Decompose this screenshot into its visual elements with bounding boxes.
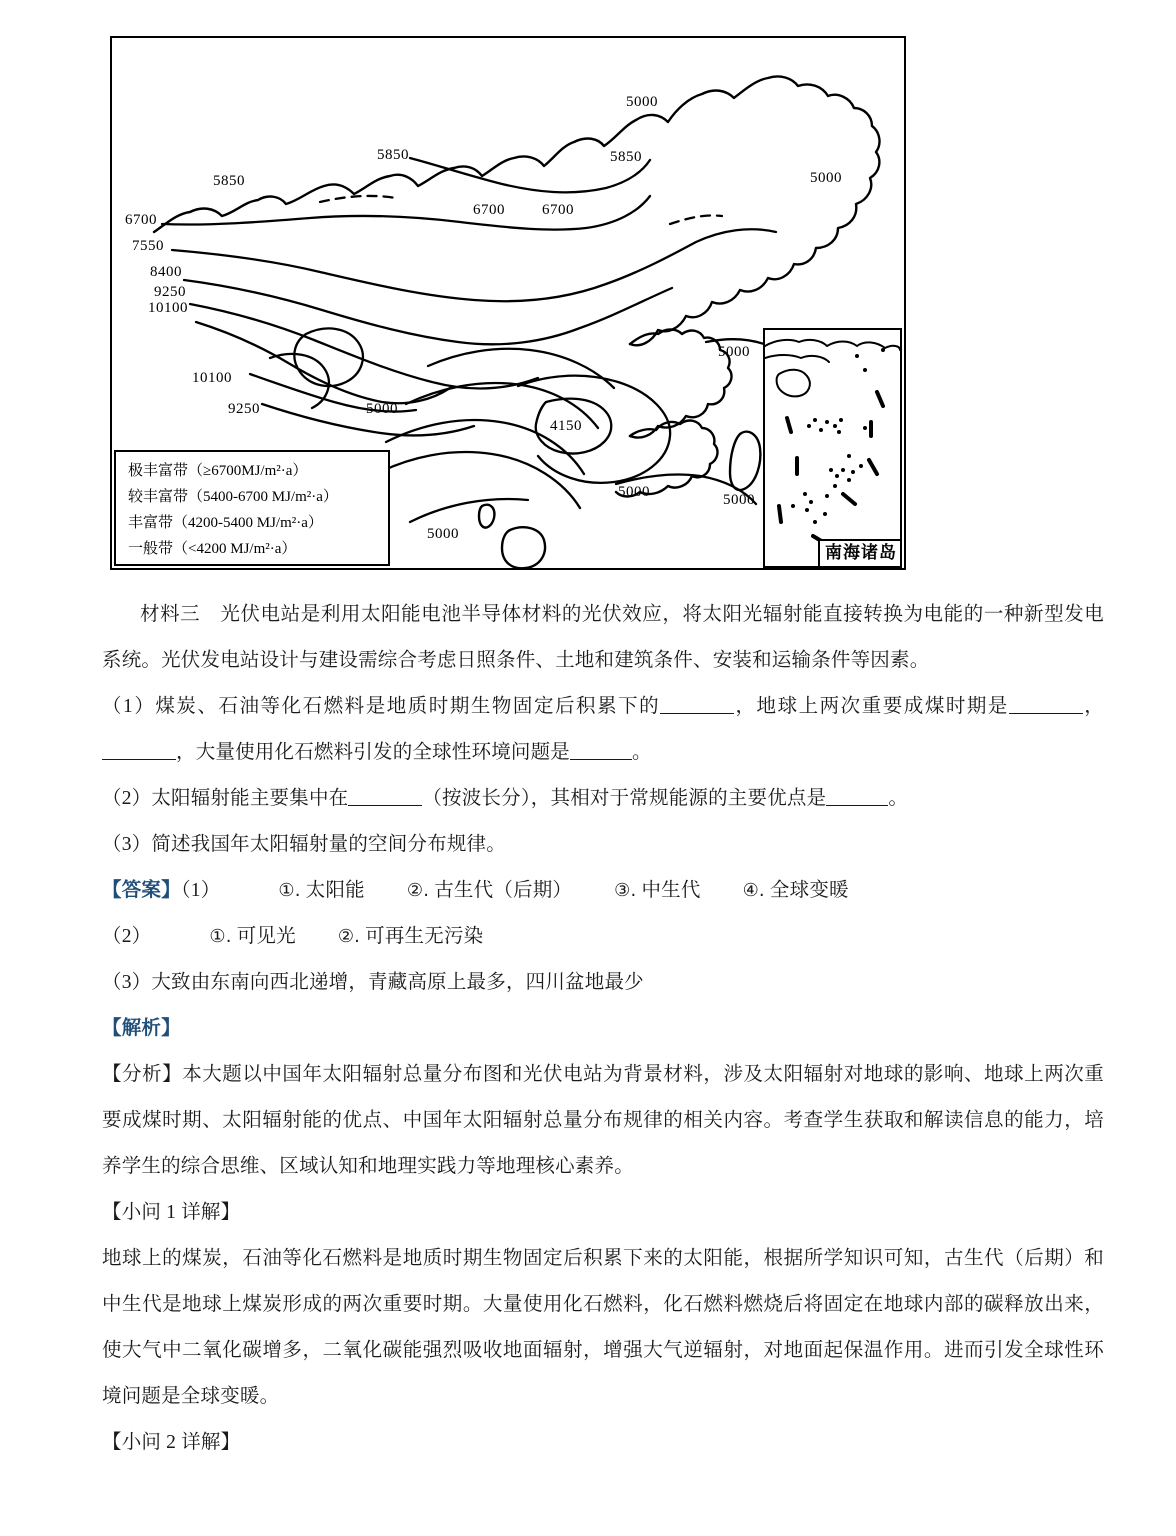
analysis-heading: 【分析】 bbox=[102, 1064, 183, 1085]
legend-row bbox=[128, 510, 388, 536]
q1-text-a: （1）煤炭、石油等化石燃料是地质时期生物固定后积累下的 bbox=[102, 696, 661, 717]
contour-label: 6700 bbox=[542, 202, 574, 218]
contour-label: 8400 bbox=[150, 264, 182, 280]
question-3: （3）简述我国年太阳辐射量的空间分布规律。 bbox=[102, 834, 506, 855]
contour-label: 5000 bbox=[427, 526, 459, 542]
legend-band-range: （<4200 MJ/m²·a） bbox=[173, 541, 297, 557]
legend-band-label: 较丰富带 bbox=[128, 489, 189, 505]
answer1-item-text: 中生代 bbox=[641, 880, 701, 901]
contour-label: 5850 bbox=[213, 173, 245, 189]
inset-caption-label: 南海诸岛 bbox=[818, 539, 900, 566]
question-2 bbox=[102, 776, 1104, 822]
legend-band-label: 一般带 bbox=[128, 541, 174, 557]
answer1-label: （1） bbox=[180, 880, 221, 901]
q1-blank-4[interactable] bbox=[570, 759, 632, 760]
contour-label: 5850 bbox=[377, 147, 409, 163]
q2-text-a: （2）太阳辐射能主要集中在 bbox=[102, 788, 349, 809]
answer-line-1 bbox=[102, 868, 1104, 914]
q1-text-c: ， bbox=[1082, 696, 1104, 717]
legend-band-range: （5400-6700 MJ/m²·a） bbox=[188, 489, 338, 505]
q1-blank-2[interactable] bbox=[1009, 713, 1083, 714]
answer1-item-num: ④. bbox=[742, 880, 765, 901]
answer2-item-num: ②. bbox=[337, 926, 361, 947]
analysis-tag-line bbox=[102, 1006, 1104, 1052]
q1-text-e: 。 bbox=[632, 742, 652, 763]
answer2-item-num: ①. bbox=[209, 926, 232, 947]
contour-label: 5000 bbox=[366, 401, 398, 417]
answer2-item-text: 可再生无污染 bbox=[365, 926, 484, 947]
answer1-item-num: ①. bbox=[278, 880, 301, 901]
q1-text-b: ，地球上两次重要成煤时期是 bbox=[734, 696, 1009, 717]
question-1 bbox=[102, 684, 1104, 776]
q1-blank-3[interactable] bbox=[102, 759, 176, 760]
contour-label: 9250 bbox=[228, 401, 260, 417]
answer1-item-text: 古生代（后期） bbox=[434, 880, 573, 901]
contour-label: 10100 bbox=[148, 300, 188, 316]
q1-blank-1[interactable] bbox=[660, 713, 734, 714]
solar-radiation-map-figure bbox=[110, 36, 906, 570]
contour-label: 6700 bbox=[125, 212, 157, 228]
contour-label: 4150 bbox=[550, 418, 582, 434]
contour-label: 7550 bbox=[132, 238, 164, 254]
legend-band-range: （4200-5400 MJ/m²·a） bbox=[173, 515, 323, 531]
south-china-sea-inset-map bbox=[765, 330, 900, 566]
answer-line-3: （3）大致由东南向西北递增，青藏高原上最多，四川盆地最少 bbox=[102, 972, 644, 993]
contour-label: 6700 bbox=[473, 202, 505, 218]
detail-2-heading: 【小问 2 详解】 bbox=[102, 1432, 241, 1453]
answer-tag: 【答案】 bbox=[102, 880, 181, 901]
answer2-label: （2） bbox=[102, 926, 152, 947]
answer1-item-text: 全球变暖 bbox=[769, 880, 849, 901]
q1-text-d: ，大量使用化石燃料引发的全球性环境问题是 bbox=[176, 742, 571, 763]
answer1-item-num: ②. bbox=[406, 880, 430, 901]
contour-label: 5000 bbox=[723, 492, 755, 508]
south-china-sea-inset bbox=[763, 328, 902, 568]
contour-label: 5000 bbox=[618, 484, 650, 500]
q2-text-c: 。 bbox=[888, 788, 909, 809]
analysis-body: 本大题以中国年太阳辐射总量分布图和光伏电站为背景材料，涉及太阳辐射对地球的影响、地球上两次重要成煤时期、太阳辐射能的优点、中国年太阳辐射总量分布规律的相关内容。考查学生获取和解读信息的能力，培养学生的综合思维、区域认知和地理实践力等地理核心素养。 bbox=[102, 1064, 1104, 1177]
legend-band-label: 极丰富带 bbox=[128, 463, 189, 479]
map-legend bbox=[114, 450, 390, 566]
legend-band-label: 丰富带 bbox=[128, 515, 174, 531]
contour-label: 5000 bbox=[810, 170, 842, 186]
detail-1-paragraph: 地球上的煤炭，石油等化石燃料是地质时期生物固定后积累下来的太阳能，根据所学知识可知，古生代（后期）和中生代是地球上煤炭形成的两次重要时期。大量使用化石燃料，化石燃料燃烧后将固定在地球内部的碳释放出来，使大气中二氧化碳增多，二氧化碳能强烈吸收地面辐射，增强大气逆辐射，对地面起保温作用。进而引发全球性环境问题是全球变暖。 bbox=[102, 1248, 1104, 1407]
contour-label: 5000 bbox=[718, 344, 750, 360]
q2-blank-2[interactable] bbox=[826, 805, 888, 806]
material-three-paragraph: 材料三 光伏电站是利用太阳能电池半导体材料的光伏效应，将太阳光辐射能直接转换为电能的一种新型发电系统。光伏发电站设计与建设需综合考虑日照条件、土地和建筑条件、安装和运输条件等因素。 bbox=[102, 604, 1104, 671]
analysis-tag: 【解析】 bbox=[102, 1018, 181, 1039]
answer1-item-num: ③. bbox=[614, 880, 637, 901]
contour-label: 5850 bbox=[610, 149, 642, 165]
legend-row bbox=[128, 458, 388, 484]
contour-label: 5000 bbox=[626, 94, 658, 110]
legend-row bbox=[128, 484, 388, 510]
q2-text-b: （按波长分），其相对于常规能源的主要优点是 bbox=[422, 788, 827, 809]
answer2-item-text: 可见光 bbox=[236, 926, 296, 947]
answer1-item-text: 太阳能 bbox=[305, 880, 365, 901]
legend-band-range: （≥6700MJ/m²·a） bbox=[188, 463, 308, 479]
detail-1-heading: 【小问 1 详解】 bbox=[102, 1202, 241, 1223]
contour-label: 9250 bbox=[154, 284, 186, 300]
q2-blank-1[interactable] bbox=[348, 805, 422, 806]
legend-row bbox=[128, 536, 388, 562]
analysis-paragraph bbox=[102, 1052, 1104, 1190]
document-body bbox=[102, 592, 1104, 1466]
contour-label: 10100 bbox=[192, 370, 232, 386]
answer-line-2 bbox=[102, 914, 1104, 960]
